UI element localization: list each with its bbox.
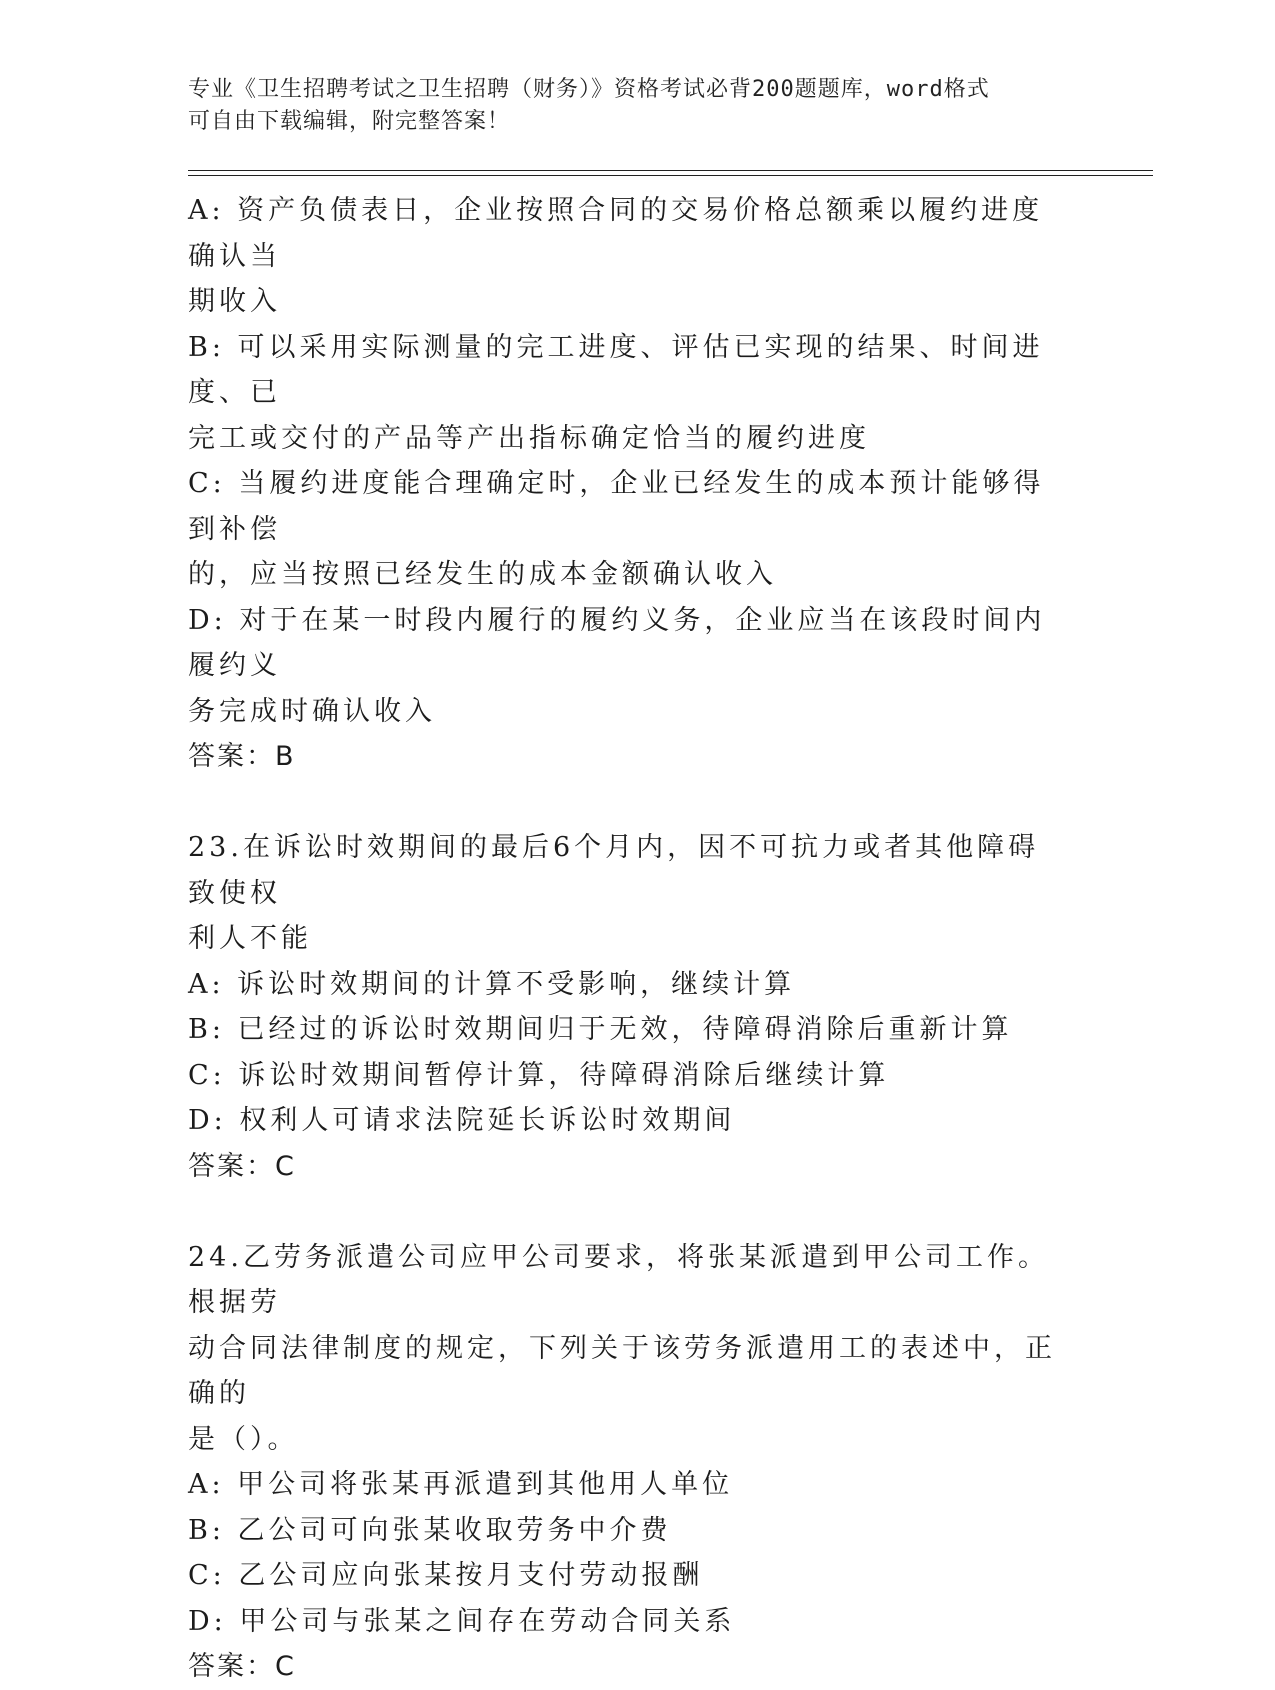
q23-option-a: A: 诉讼时效期间的计算不受影响，继续计算 <box>188 968 796 1000</box>
header-title-line-2: 可自由下载编辑，附完整答案！ <box>188 109 511 134</box>
header-title-line-1: 专业《卫生招聘考试之卫生招聘（财务）》资格考试必背200题题库，word格式 <box>188 77 990 102</box>
q22-option-c-line-2: 的，应当按照已经发生的成本金额确认收入 <box>188 559 777 590</box>
q22-option-d-line-1: D: 对于在某一时段内履行的履约义务，企业应当在该段时间内履约义 <box>188 604 1046 681</box>
q23-option-b: B: 已经过的诉讼时效期间归于无效，待障碍消除后重新计算 <box>188 1014 1013 1045</box>
q24-stem-line-3: 是（）。 <box>188 1423 299 1455</box>
q22-option-a-line-1: A: 资产负债表日，企业按照合同的交易价格总额乘以履约进度确认当 <box>188 195 1044 272</box>
q24-answer: 答案：C <box>188 1651 296 1682</box>
header-divider-top <box>188 170 1153 171</box>
q23-stem-line-2: 利人不能 <box>188 923 312 954</box>
q22-option-c-line-1: C: 当履约进度能合理确定时，企业已经发生的成本预计能够得到补偿 <box>188 468 1045 545</box>
q24-stem-line-2: 动合同法律制度的规定，下列关于该劳务派遣用工的表述中，正确的 <box>188 1332 1056 1409</box>
q24-stem-line-1: 24.乙劳务派遣公司应甲公司要求，将张某派遣到甲公司工作。根据劳 <box>188 1241 1049 1318</box>
q23-option-d: D: 权利人可请求法院延长诉讼时效期间 <box>188 1105 736 1136</box>
q22-option-b-line-2: 完工或交付的产品等产出指标确定恰当的履约进度 <box>188 422 870 454</box>
question-22-block <box>188 188 1068 780</box>
q24-option-c: C: 乙公司应向张某按月支付劳动报酬 <box>188 1560 704 1591</box>
spacer <box>188 1189 1068 1235</box>
question-24-block <box>188 1235 1068 1690</box>
q22-option-a-line-2: 期收入 <box>188 286 281 317</box>
q23-option-c: C: 诉讼时效期间暂停计算，待障碍消除后继续计算 <box>188 1059 890 1091</box>
q22-option-b-line-1: B: 可以采用实际测量的完工进度、评估已实现的结果、时间进度、已 <box>188 331 1044 408</box>
header-divider-bottom <box>188 175 1153 176</box>
q24-option-a: A: 甲公司将张某再派遣到其他用人单位 <box>188 1469 734 1500</box>
q24-option-b: B: 乙公司可向张某收取劳务中介费 <box>188 1514 672 1546</box>
q23-stem-line-1: 23.在诉讼时效期间的最后6个月内，因不可抗力或者其他障碍致使权 <box>188 832 1040 909</box>
q22-answer: 答案：B <box>188 741 296 772</box>
spacer <box>188 780 1068 826</box>
q22-option-d-line-2: 务完成时确认收入 <box>188 695 436 727</box>
document-body <box>188 188 1068 1690</box>
question-23-block <box>188 825 1068 1189</box>
q24-option-d: D: 甲公司与张某之间存在劳动合同关系 <box>188 1605 736 1637</box>
q23-answer: 答案：C <box>188 1150 296 1182</box>
document-header <box>188 74 1068 138</box>
